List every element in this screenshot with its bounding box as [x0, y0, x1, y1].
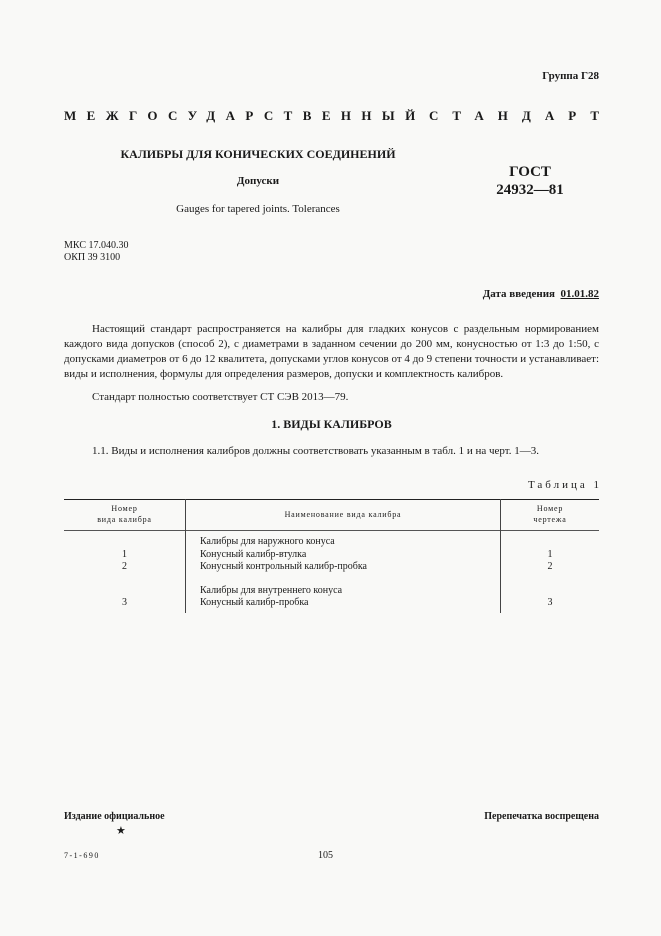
table-top-rule [64, 499, 599, 500]
row-name: Калибры для внутреннего конуса [200, 585, 343, 596]
row-drawing: 2 [547, 561, 553, 572]
header-drawing-number: Номер чертежа [533, 504, 567, 524]
scope-paragraph: Настоящий стандарт распространяется на калибры для гладких конусов с раздельным нормированием каждого вида допусков (способ 2), с диаметрами в заданном сечении до 200 мм, конусностью от 1:3 до 1:50, с допусками диаметров от 6 до 12 квалитета, допусками углов конусов от 4 до 9 степени точности и устанавливает: виды и исполнения, формулы для определения размеров, допуски и комплектность калибров. [64, 323, 599, 380]
okp-code: ОКП 39 3100 [64, 252, 121, 263]
introduction-date-label: Дата введения [482, 288, 555, 300]
clause-1-1: 1.1. Виды и исполнения калибров должны соответствовать указанным в табл. 1 и на черт. 1—3. [92, 445, 540, 457]
english-title: Gauges for tapered joints. Tolerances [176, 203, 340, 215]
banner-interstate: МЕЖГОСУДАРСТВЕННЫЙ [64, 108, 426, 123]
row-name: Конусный калибр-пробка [200, 597, 309, 608]
row-name: Конусный контрольный калибр-пробка [200, 561, 367, 572]
official-edition: Издание официальное [64, 811, 165, 822]
gost-number: 24932—81 [496, 182, 564, 198]
row-number: 1 [122, 549, 127, 560]
introduction-date-value: 01.01.82 [560, 288, 599, 300]
row-number: 3 [122, 597, 127, 608]
table-header-rule [64, 530, 599, 531]
row-number: 2 [122, 561, 127, 572]
row-name: Конусный калибр-втулка [200, 549, 307, 560]
banner-standard: СТАНДАРТ [428, 108, 613, 123]
row-drawing: 1 [547, 549, 553, 560]
star-icon: ★ [116, 825, 126, 837]
compliance-paragraph: Стандарт полностью соответствует СТ СЭВ 2013—79. [92, 391, 349, 403]
header-kind-number: Номер вида калибра [97, 504, 152, 524]
table-caption: Таблица 1 [527, 479, 602, 491]
standard-banner [64, 108, 613, 124]
section-heading: 1. ВИДЫ КАЛИБРОВ [271, 417, 392, 431]
header-kind-name: Наименование вида калибра [284, 510, 402, 519]
classification-codes [64, 240, 128, 264]
print-code: 7-1-690 [64, 851, 100, 860]
page-number: 105 [318, 850, 333, 861]
group-code: Группа Г28 [542, 70, 599, 82]
reprint-prohibited: Перепечатка воспрещена [484, 811, 599, 822]
mks-code: МКС 17.040.30 [64, 240, 129, 251]
row-drawing: 3 [547, 597, 553, 608]
gost-designation [480, 163, 580, 199]
introduction-date [483, 288, 599, 300]
gost-label: ГОСТ [509, 164, 551, 180]
document-subtitle: Допуски [236, 175, 280, 187]
document-title: КАЛИБРЫ ДЛЯ КОНИЧЕСКИХ СОЕДИНЕНИЙ [120, 147, 396, 161]
row-name: Калибры для наружного конуса [200, 536, 335, 547]
